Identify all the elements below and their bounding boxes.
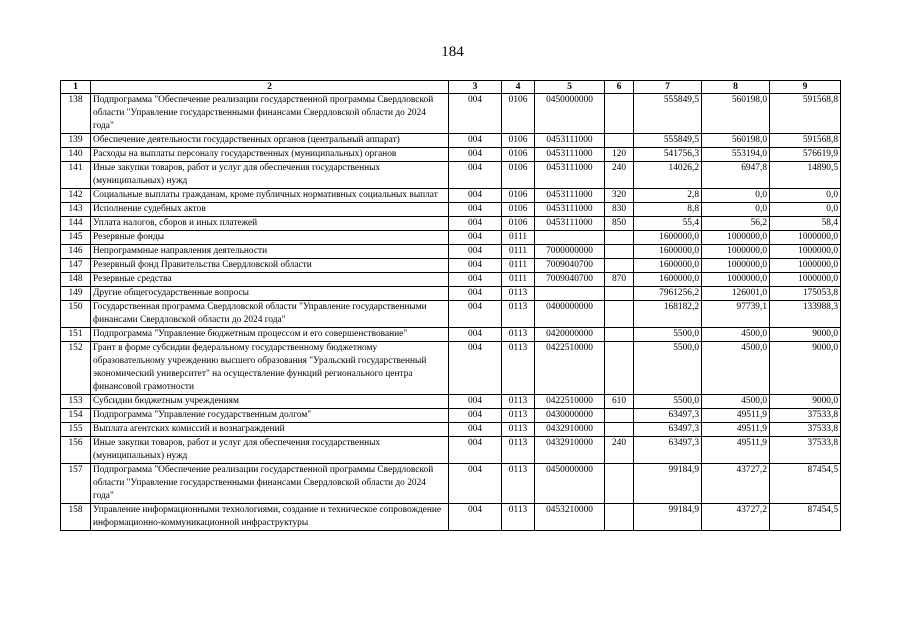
expense-type-cell xyxy=(605,301,634,328)
amount-col8-cell: 1000000,0 xyxy=(702,273,770,287)
target-article-cell: 7009040700 xyxy=(535,273,605,287)
target-article-cell: 0450000000 xyxy=(535,464,605,504)
amount-col7-cell: 5500,0 xyxy=(634,328,702,342)
section-code-cell: 0111 xyxy=(502,245,535,259)
row-number-cell: 153 xyxy=(61,395,91,409)
row-name-cell: Подпрограмма "Обеспечение реализации государственной программы Свердловской области "Управление государственными финансами Свердловской области до 2024 года" xyxy=(91,464,449,504)
amount-col7-cell: 63497,3 xyxy=(634,437,702,464)
row-number-cell: 154 xyxy=(61,409,91,423)
row-number-cell: 145 xyxy=(61,231,91,245)
table-row xyxy=(61,134,841,148)
amount-col7-cell: 168182,2 xyxy=(634,301,702,328)
amount-col7-cell: 1600000,0 xyxy=(634,231,702,245)
header-cell: 2 xyxy=(91,81,449,94)
expense-type-cell xyxy=(605,504,634,531)
target-article-cell: 0453111000 xyxy=(535,148,605,162)
amount-col9-cell: 14890,5 xyxy=(770,162,841,189)
section-code-cell: 0113 xyxy=(502,287,535,301)
amount-col8-cell: 1000000,0 xyxy=(702,259,770,273)
table-row xyxy=(61,259,841,273)
target-article-cell: 0453210000 xyxy=(535,504,605,531)
header-row xyxy=(61,81,841,94)
amount-col9-cell: 175053,8 xyxy=(770,287,841,301)
section-code-cell: 0113 xyxy=(502,395,535,409)
row-name-cell: Другие общегосударственные вопросы xyxy=(91,287,449,301)
row-name-cell: Обеспечение деятельности государственных органов (центральный аппарат) xyxy=(91,134,449,148)
table-row xyxy=(61,464,841,504)
amount-col9-cell: 0,0 xyxy=(770,203,841,217)
expense-type-cell xyxy=(605,423,634,437)
header-cell: 5 xyxy=(535,81,605,94)
section-code-cell: 0106 xyxy=(502,162,535,189)
header-cell: 9 xyxy=(770,81,841,94)
ministry-code-cell: 004 xyxy=(449,134,502,148)
header-cell: 1 xyxy=(61,81,91,94)
ministry-code-cell: 004 xyxy=(449,395,502,409)
target-article-cell: 0420000000 xyxy=(535,328,605,342)
amount-col8-cell: 56,2 xyxy=(702,217,770,231)
row-number-cell: 151 xyxy=(61,328,91,342)
expense-type-cell xyxy=(605,231,634,245)
amount-col9-cell: 9000,0 xyxy=(770,395,841,409)
row-number-cell: 158 xyxy=(61,504,91,531)
table-row xyxy=(61,162,841,189)
expense-type-cell xyxy=(605,259,634,273)
row-number-cell: 144 xyxy=(61,217,91,231)
target-article-cell: 7009040700 xyxy=(535,259,605,273)
row-number-cell: 155 xyxy=(61,423,91,437)
row-name-cell: Уплата налогов, сборов и иных платежей xyxy=(91,217,449,231)
amount-col8-cell: 49511,9 xyxy=(702,437,770,464)
expense-type-cell xyxy=(605,464,634,504)
amount-col9-cell: 9000,0 xyxy=(770,328,841,342)
target-article-cell: 0422510000 xyxy=(535,342,605,395)
expense-type-cell: 240 xyxy=(605,162,634,189)
table-row xyxy=(61,189,841,203)
row-name-cell: Резервные фонды xyxy=(91,231,449,245)
amount-col9-cell: 591568,8 xyxy=(770,94,841,134)
table-row xyxy=(61,287,841,301)
row-number-cell: 141 xyxy=(61,162,91,189)
amount-col7-cell: 63497,3 xyxy=(634,423,702,437)
page-number: 184 xyxy=(441,44,464,60)
row-name-cell: Социальные выплаты гражданам, кроме публичных нормативных социальных выплат xyxy=(91,189,449,203)
amount-col7-cell: 5500,0 xyxy=(634,342,702,395)
row-name-cell: Подпрограмма "Обеспечение реализации государственной программы Свердловской области "Управление государственными финансами Свердловской области до 2024 года" xyxy=(91,94,449,134)
target-article-cell xyxy=(535,287,605,301)
ministry-code-cell: 004 xyxy=(449,273,502,287)
amount-col9-cell: 1000000,0 xyxy=(770,245,841,259)
row-name-cell: Иные закупки товаров, работ и услуг для обеспечения государственных (муниципальных) нужд xyxy=(91,162,449,189)
header-cell: 3 xyxy=(449,81,502,94)
amount-col9-cell: 1000000,0 xyxy=(770,259,841,273)
section-code-cell: 0106 xyxy=(502,189,535,203)
row-number-cell: 146 xyxy=(61,245,91,259)
target-article-cell: 0450000000 xyxy=(535,94,605,134)
amount-col7-cell: 7961256,2 xyxy=(634,287,702,301)
ministry-code-cell: 004 xyxy=(449,231,502,245)
amount-col8-cell: 43727,2 xyxy=(702,504,770,531)
row-number-cell: 149 xyxy=(61,287,91,301)
expense-type-cell xyxy=(605,328,634,342)
target-article-cell: 0453111000 xyxy=(535,189,605,203)
amount-col9-cell: 37533,8 xyxy=(770,437,841,464)
amount-col9-cell: 87454,5 xyxy=(770,464,841,504)
row-number-cell: 142 xyxy=(61,189,91,203)
amount-col9-cell: 1000000,0 xyxy=(770,231,841,245)
row-name-cell: Расходы на выплаты персоналу государственных (муниципальных) органов xyxy=(91,148,449,162)
section-code-cell: 0106 xyxy=(502,217,535,231)
ministry-code-cell: 004 xyxy=(449,217,502,231)
target-article-cell xyxy=(535,231,605,245)
section-code-cell: 0106 xyxy=(502,203,535,217)
ministry-code-cell: 004 xyxy=(449,423,502,437)
amount-col7-cell: 55,4 xyxy=(634,217,702,231)
target-article-cell: 0453111000 xyxy=(535,203,605,217)
target-article-cell: 0432910000 xyxy=(535,437,605,464)
row-number-cell: 152 xyxy=(61,342,91,395)
amount-col8-cell: 6947,8 xyxy=(702,162,770,189)
expense-type-cell: 850 xyxy=(605,217,634,231)
table-row xyxy=(61,301,841,328)
amount-col8-cell: 1000000,0 xyxy=(702,245,770,259)
amount-col9-cell: 37533,8 xyxy=(770,409,841,423)
section-code-cell: 0113 xyxy=(502,437,535,464)
ministry-code-cell: 004 xyxy=(449,245,502,259)
amount-col8-cell: 4500,0 xyxy=(702,328,770,342)
expense-type-cell: 870 xyxy=(605,273,634,287)
ministry-code-cell: 004 xyxy=(449,189,502,203)
row-name-cell: Исполнение судебных актов xyxy=(91,203,449,217)
amount-col8-cell: 0,0 xyxy=(702,203,770,217)
row-number-cell: 140 xyxy=(61,148,91,162)
amount-col9-cell: 58,4 xyxy=(770,217,841,231)
target-article-cell: 0430000000 xyxy=(535,409,605,423)
ministry-code-cell: 004 xyxy=(449,301,502,328)
amount-col7-cell: 8,8 xyxy=(634,203,702,217)
section-code-cell: 0111 xyxy=(502,273,535,287)
expense-type-cell xyxy=(605,287,634,301)
amount-col8-cell: 43727,2 xyxy=(702,464,770,504)
ministry-code-cell: 004 xyxy=(449,259,502,273)
table-row xyxy=(61,423,841,437)
ministry-code-cell: 004 xyxy=(449,437,502,464)
amount-col7-cell: 99184,9 xyxy=(634,504,702,531)
target-article-cell: 0453111000 xyxy=(535,217,605,231)
amount-col7-cell: 99184,9 xyxy=(634,464,702,504)
amount-col9-cell: 1000000,0 xyxy=(770,273,841,287)
section-code-cell: 0106 xyxy=(502,94,535,134)
row-name-cell: Субсидии бюджетным учреждениям xyxy=(91,395,449,409)
row-number-cell: 139 xyxy=(61,134,91,148)
ministry-code-cell: 004 xyxy=(449,409,502,423)
section-code-cell: 0113 xyxy=(502,409,535,423)
row-name-cell: Резервный фонд Правительства Свердловской области xyxy=(91,259,449,273)
amount-col8-cell: 553194,0 xyxy=(702,148,770,162)
amount-col7-cell: 63497,3 xyxy=(634,409,702,423)
amount-col8-cell: 49511,9 xyxy=(702,409,770,423)
amount-col7-cell: 1600000,0 xyxy=(634,273,702,287)
expense-type-cell xyxy=(605,134,634,148)
table-row xyxy=(61,273,841,287)
table-row xyxy=(61,437,841,464)
expense-type-cell: 610 xyxy=(605,395,634,409)
ministry-code-cell: 004 xyxy=(449,203,502,217)
expense-type-cell: 120 xyxy=(605,148,634,162)
header-cell: 8 xyxy=(702,81,770,94)
ministry-code-cell: 004 xyxy=(449,94,502,134)
row-name-cell: Государственная программа Свердловской области "Управление государственными финансами Свердловской области до 2024 года" xyxy=(91,301,449,328)
amount-col7-cell: 1600000,0 xyxy=(634,259,702,273)
amount-col7-cell: 1600000,0 xyxy=(634,245,702,259)
row-number-cell: 148 xyxy=(61,273,91,287)
amount-col9-cell: 133988,3 xyxy=(770,301,841,328)
table-row xyxy=(61,148,841,162)
target-article-cell: 0422510000 xyxy=(535,395,605,409)
table-row xyxy=(61,395,841,409)
target-article-cell: 0453111000 xyxy=(535,162,605,189)
header-cell: 6 xyxy=(605,81,634,94)
header-cell: 7 xyxy=(634,81,702,94)
budget-table xyxy=(60,80,841,531)
expense-type-cell: 830 xyxy=(605,203,634,217)
table-row xyxy=(61,328,841,342)
amount-col7-cell: 14026,2 xyxy=(634,162,702,189)
row-name-cell: Подпрограмма "Управление государственным долгом" xyxy=(91,409,449,423)
section-code-cell: 0113 xyxy=(502,504,535,531)
amount-col8-cell: 0,0 xyxy=(702,189,770,203)
row-name-cell: Подпрограмма "Управление бюджетным процессом и его совершенствование" xyxy=(91,328,449,342)
row-name-cell: Непрограммные направления деятельности xyxy=(91,245,449,259)
amount-col8-cell: 126001,0 xyxy=(702,287,770,301)
amount-col9-cell: 591568,8 xyxy=(770,134,841,148)
section-code-cell: 0106 xyxy=(502,134,535,148)
table-row xyxy=(61,504,841,531)
amount-col9-cell: 9000,0 xyxy=(770,342,841,395)
target-article-cell: 0453111000 xyxy=(535,134,605,148)
section-code-cell: 0113 xyxy=(502,464,535,504)
ministry-code-cell: 004 xyxy=(449,148,502,162)
amount-col9-cell: 0,0 xyxy=(770,189,841,203)
section-code-cell: 0111 xyxy=(502,259,535,273)
row-number-cell: 157 xyxy=(61,464,91,504)
amount-col9-cell: 87454,5 xyxy=(770,504,841,531)
row-name-cell: Иные закупки товаров, работ и услуг для обеспечения государственных (муниципальных) нужд xyxy=(91,437,449,464)
expense-type-cell: 240 xyxy=(605,437,634,464)
amount-col7-cell: 541756,3 xyxy=(634,148,702,162)
row-number-cell: 143 xyxy=(61,203,91,217)
table-row xyxy=(61,231,841,245)
row-name-cell: Выплата агентских комиссий и вознаграждений xyxy=(91,423,449,437)
section-code-cell: 0113 xyxy=(502,301,535,328)
row-number-cell: 147 xyxy=(61,259,91,273)
amount-col9-cell: 576619,9 xyxy=(770,148,841,162)
section-code-cell: 0111 xyxy=(502,231,535,245)
amount-col8-cell: 4500,0 xyxy=(702,395,770,409)
target-article-cell: 0432910000 xyxy=(535,423,605,437)
header-cell: 4 xyxy=(502,81,535,94)
row-name-cell: Управление информационными технологиями, создание и техническое сопровождение информационно-коммуникационной инфраструктуры xyxy=(91,504,449,531)
amount-col7-cell: 5500,0 xyxy=(634,395,702,409)
amount-col7-cell: 555849,5 xyxy=(634,94,702,134)
amount-col8-cell: 49511,9 xyxy=(702,423,770,437)
ministry-code-cell: 004 xyxy=(449,162,502,189)
table-row xyxy=(61,409,841,423)
row-name-cell: Грант в форме субсидии федеральному государственному бюджетному образовательному учреждению высшего образования "Уральский государственный экономический университет" на осуществление функций регионального центра финансовой грамотности xyxy=(91,342,449,395)
ministry-code-cell: 004 xyxy=(449,287,502,301)
target-article-cell: 0400000000 xyxy=(535,301,605,328)
expense-type-cell xyxy=(605,409,634,423)
amount-col8-cell: 97739,1 xyxy=(702,301,770,328)
section-code-cell: 0113 xyxy=(502,342,535,395)
table-row xyxy=(61,245,841,259)
amount-col7-cell: 2,8 xyxy=(634,189,702,203)
table-row xyxy=(61,217,841,231)
section-code-cell: 0106 xyxy=(502,148,535,162)
row-number-cell: 138 xyxy=(61,94,91,134)
table-row xyxy=(61,94,841,134)
table-row xyxy=(61,342,841,395)
amount-col8-cell: 560198,0 xyxy=(702,134,770,148)
ministry-code-cell: 004 xyxy=(449,504,502,531)
amount-col8-cell: 4500,0 xyxy=(702,342,770,395)
row-name-cell: Резервные средства xyxy=(91,273,449,287)
expense-type-cell xyxy=(605,342,634,395)
row-number-cell: 150 xyxy=(61,301,91,328)
ministry-code-cell: 004 xyxy=(449,328,502,342)
amount-col7-cell: 555849,5 xyxy=(634,134,702,148)
amount-col8-cell: 1000000,0 xyxy=(702,231,770,245)
amount-col8-cell: 560198,0 xyxy=(702,94,770,134)
row-number-cell: 156 xyxy=(61,437,91,464)
section-code-cell: 0113 xyxy=(502,328,535,342)
amount-col9-cell: 37533,8 xyxy=(770,423,841,437)
expense-type-cell xyxy=(605,94,634,134)
section-code-cell: 0113 xyxy=(502,423,535,437)
target-article-cell: 7000000000 xyxy=(535,245,605,259)
expense-type-cell: 320 xyxy=(605,189,634,203)
ministry-code-cell: 004 xyxy=(449,464,502,504)
table-row xyxy=(61,203,841,217)
expense-type-cell xyxy=(605,245,634,259)
ministry-code-cell: 004 xyxy=(449,342,502,395)
